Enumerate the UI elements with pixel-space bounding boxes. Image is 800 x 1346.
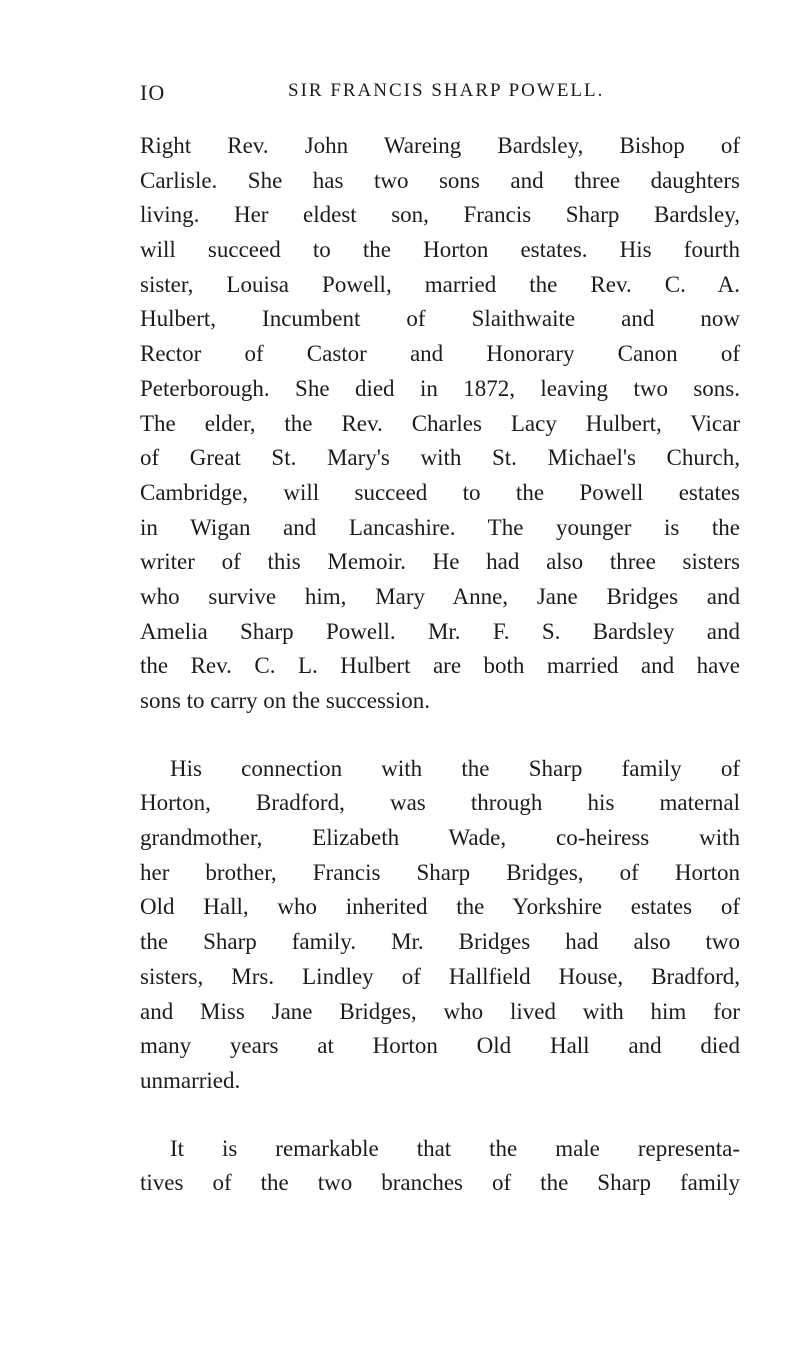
text-line: of Great St. Mary's with St. Michael's Church, — [140, 445, 740, 471]
text-line: her brother, Francis Sharp Bridges, of Horton — [140, 859, 740, 885]
text-line: Right Rev. John Wareing Bardsley, Bishop of — [140, 133, 740, 158]
text-line: Amelia Sharp Powell. Mr. F. S. Bardsley and — [140, 618, 740, 644]
text-line: many years at Horton Old Hall and died — [140, 1033, 740, 1059]
running-header — [140, 80, 740, 110]
text-line: the Sharp family. Mr. Bridges had also two — [140, 929, 740, 955]
text-line: It is remarkable that the male representa- — [170, 1135, 740, 1161]
page-number: IO — [140, 80, 166, 105]
text-line: living. Her eldest son, Francis Sharp Bardsley, — [140, 202, 740, 228]
text-line: who survive him, Mary Anne, Jane Bridges and — [140, 583, 740, 609]
text-line: writer of this Memoir. He had also three sisters — [140, 549, 740, 575]
text-line: in Wigan and Lancashire. The younger is the — [140, 514, 740, 540]
paragraph-3 — [140, 1132, 740, 1201]
running-title: SIR FRANCIS SHARP POWELL. — [288, 80, 605, 101]
text-line: Rector of Castor and Honorary Canon of — [140, 341, 740, 367]
text-line: His connection with the Sharp family of — [170, 755, 740, 781]
text-line: Carlisle. She has two sons and three daughters — [140, 167, 740, 193]
body-text — [140, 129, 740, 1201]
text-line: Cambridge, will succeed to the Powell estates — [140, 479, 740, 505]
text-line: Peterborough. She died in 1872, leaving two sons. — [140, 375, 740, 401]
paragraph-2 — [140, 752, 740, 1099]
text-line: Old Hall, who inherited the Yorkshire estates of — [140, 894, 740, 920]
text-line: and Miss Jane Bridges, who lived with him for — [140, 998, 740, 1024]
text-line: sons to carry on the succession. — [140, 688, 430, 713]
text-line: will succeed to the Horton estates. His fourth — [140, 237, 740, 263]
text-line: tives of the two branches of the Sharp family — [140, 1170, 740, 1196]
text-line: Horton, Bradford, was through his maternal — [140, 790, 740, 816]
text-line: unmarried. — [140, 1067, 241, 1093]
text-line: The elder, the Rev. Charles Lacy Hulbert, Vicar — [140, 410, 740, 436]
text-line: grandmother, Elizabeth Wade, co-heiress with — [140, 825, 740, 851]
text-line: Hulbert, Incumbent of Slaithwaite and now — [140, 306, 740, 332]
paragraph-1 — [140, 129, 740, 719]
text-line: the Rev. C. L. Hulbert are both married and have — [140, 653, 740, 679]
text-line: sisters, Mrs. Lindley of Hallfield House, Bradford, — [140, 963, 740, 989]
text-line: sister, Louisa Powell, married the Rev. C. A. — [140, 271, 740, 297]
